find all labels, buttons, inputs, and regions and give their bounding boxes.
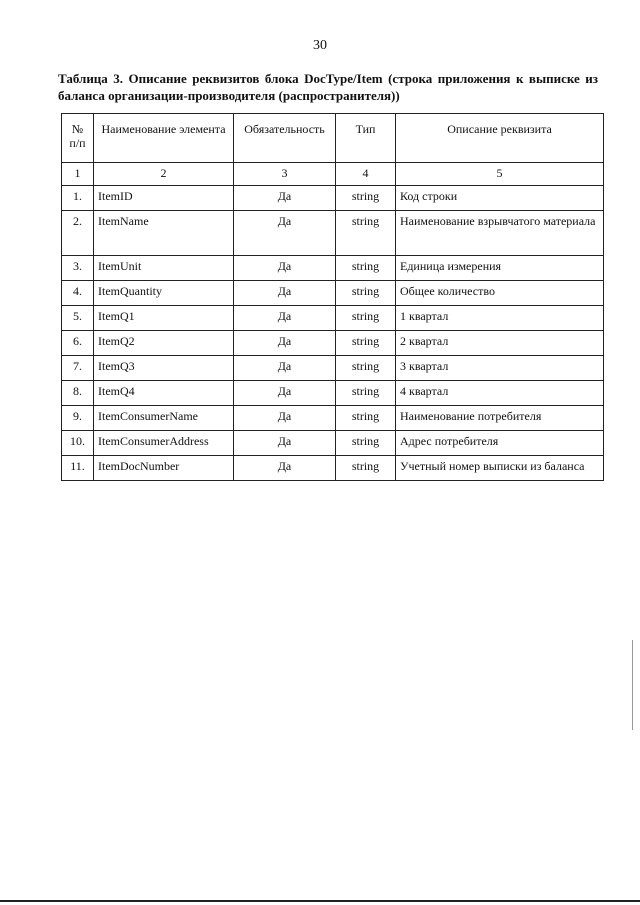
row-number: 2. <box>62 211 94 256</box>
description: 2 квартал <box>396 331 604 356</box>
element-name: ItemName <box>94 211 234 256</box>
description: Общее количество <box>396 281 604 306</box>
row-number: 8. <box>62 381 94 406</box>
type-value: string <box>336 381 396 406</box>
header-type: Тип <box>336 114 396 163</box>
required-value: Да <box>234 281 336 306</box>
table-row <box>62 306 604 331</box>
header-required: Обязательность <box>234 114 336 163</box>
required-value: Да <box>234 186 336 211</box>
type-value: string <box>336 186 396 211</box>
column-number: 2 <box>94 163 234 186</box>
row-number: 10. <box>62 431 94 456</box>
row-number: 4. <box>62 281 94 306</box>
type-value: string <box>336 406 396 431</box>
required-value: Да <box>234 356 336 381</box>
table-row <box>62 431 604 456</box>
row-number: 1. <box>62 186 94 211</box>
element-name: ItemQ1 <box>94 306 234 331</box>
requisites-table <box>61 113 604 481</box>
description: Наименование потребителя <box>396 406 604 431</box>
table-row <box>62 331 604 356</box>
element-name: ItemQ2 <box>94 331 234 356</box>
header-name: Наименование элемента <box>94 114 234 163</box>
type-value: string <box>336 331 396 356</box>
table-row <box>62 281 604 306</box>
type-value: string <box>336 306 396 331</box>
required-value: Да <box>234 331 336 356</box>
type-value: string <box>336 211 396 256</box>
table-row <box>62 356 604 381</box>
column-number: 1 <box>62 163 94 186</box>
element-name: ItemConsumerAddress <box>94 431 234 456</box>
required-value: Да <box>234 431 336 456</box>
table-row <box>62 456 604 481</box>
column-number: 4 <box>336 163 396 186</box>
element-name: ItemQ4 <box>94 381 234 406</box>
element-name: ItemUnit <box>94 256 234 281</box>
description: Код строки <box>396 186 604 211</box>
type-value: string <box>336 431 396 456</box>
description: 1 квартал <box>396 306 604 331</box>
description: Учетный номер выписки из баланса <box>396 456 604 481</box>
table-row <box>62 186 604 211</box>
scan-bottom-edge <box>0 900 640 902</box>
header-num: № п/п <box>62 114 94 163</box>
table-row <box>62 381 604 406</box>
element-name: ItemQ3 <box>94 356 234 381</box>
description: Единица измерения <box>396 256 604 281</box>
column-number: 3 <box>234 163 336 186</box>
element-name: ItemID <box>94 186 234 211</box>
type-value: string <box>336 356 396 381</box>
element-name: ItemConsumerName <box>94 406 234 431</box>
table-row <box>62 256 604 281</box>
scan-edge-line <box>632 640 633 730</box>
description: 3 квартал <box>396 356 604 381</box>
row-number: 9. <box>62 406 94 431</box>
element-name: ItemDocNumber <box>94 456 234 481</box>
description: Наименование взрывчатого материала <box>396 211 604 256</box>
page-number: 30 <box>313 38 327 53</box>
table-header-row <box>62 114 604 163</box>
required-value: Да <box>234 211 336 256</box>
row-number: 7. <box>62 356 94 381</box>
required-value: Да <box>234 256 336 281</box>
table-row <box>62 211 604 256</box>
required-value: Да <box>234 406 336 431</box>
row-number: 3. <box>62 256 94 281</box>
type-value: string <box>336 281 396 306</box>
description: Адрес потребителя <box>396 431 604 456</box>
row-number: 6. <box>62 331 94 356</box>
column-number-row <box>62 163 604 186</box>
header-description: Описание реквизита <box>396 114 604 163</box>
required-value: Да <box>234 381 336 406</box>
required-value: Да <box>234 306 336 331</box>
required-value: Да <box>234 456 336 481</box>
type-value: string <box>336 256 396 281</box>
row-number: 5. <box>62 306 94 331</box>
column-number: 5 <box>396 163 604 186</box>
row-number: 11. <box>62 456 94 481</box>
type-value: string <box>336 456 396 481</box>
element-name: ItemQuantity <box>94 281 234 306</box>
table-row <box>62 406 604 431</box>
description: 4 квартал <box>396 381 604 406</box>
table-caption: Таблица 3. Описание реквизитов блока DocType/Item (строка приложения к выписке из баланса организации-производителя (распространителя)) <box>58 71 598 103</box>
